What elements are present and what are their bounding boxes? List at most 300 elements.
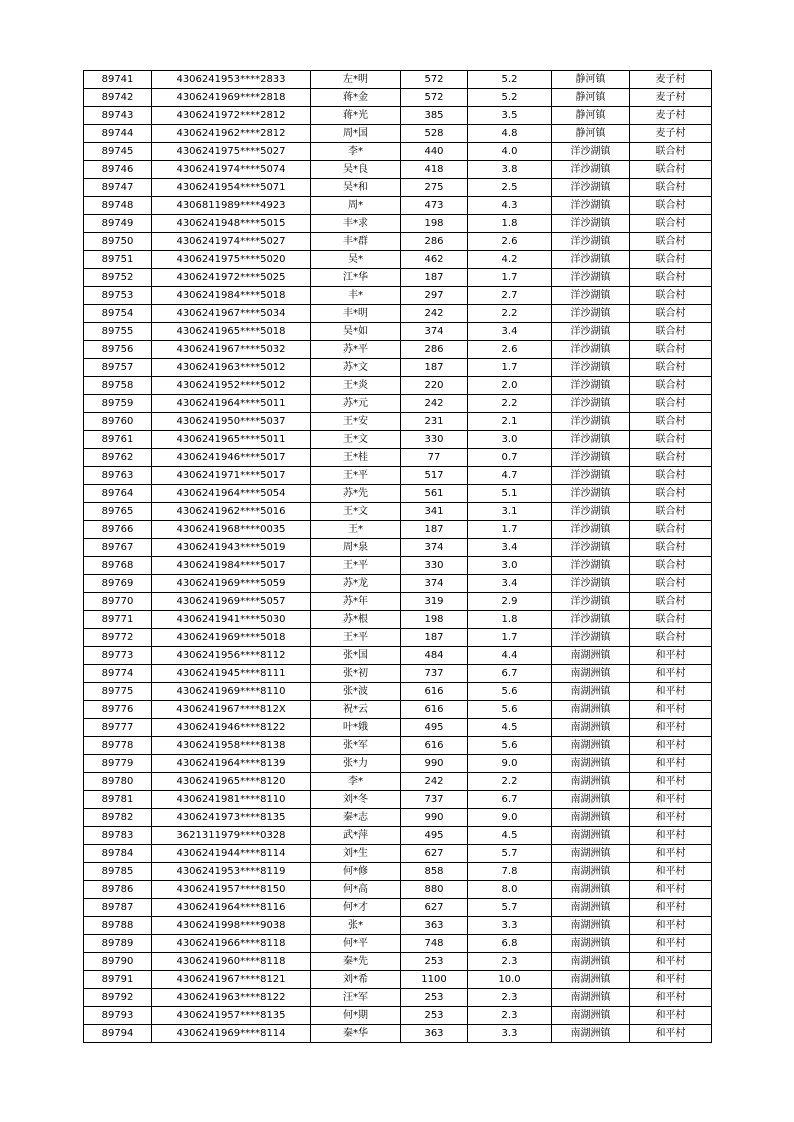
cell-town: 南湖洲镇 (552, 1025, 630, 1043)
cell-amount: 253 (401, 989, 468, 1007)
cell-id-number: 4306241964****8139 (152, 755, 311, 773)
cell-id-number: 4306241956****8112 (152, 647, 311, 665)
cell-seq: 89769 (84, 575, 152, 593)
cell-name: 秦*华 (311, 1025, 401, 1043)
table-row (84, 575, 712, 593)
cell-name: 汪*军 (311, 989, 401, 1007)
cell-rate: 1.7 (468, 269, 552, 287)
cell-name: 张*初 (311, 665, 401, 683)
cell-amount: 363 (401, 917, 468, 935)
cell-amount: 330 (401, 557, 468, 575)
cell-id-number: 4306241944****8114 (152, 845, 311, 863)
cell-town: 洋沙湖镇 (552, 323, 630, 341)
table-row (84, 107, 712, 125)
cell-rate: 3.4 (468, 575, 552, 593)
cell-town: 南湖洲镇 (552, 755, 630, 773)
cell-village: 联合村 (630, 341, 712, 359)
cell-village: 和平村 (630, 827, 712, 845)
cell-name: 张*国 (311, 647, 401, 665)
cell-seq: 89791 (84, 971, 152, 989)
cell-id-number: 4306241965****8120 (152, 773, 311, 791)
cell-id-number: 4306241972****5025 (152, 269, 311, 287)
cell-rate: 4.0 (468, 143, 552, 161)
cell-name: 吴* (311, 251, 401, 269)
cell-name: 武*萍 (311, 827, 401, 845)
cell-village: 联合村 (630, 377, 712, 395)
cell-town: 南湖洲镇 (552, 971, 630, 989)
cell-amount: 627 (401, 899, 468, 917)
cell-id-number: 4306241967****5032 (152, 341, 311, 359)
cell-name: 王*炎 (311, 377, 401, 395)
cell-name: 秦*志 (311, 809, 401, 827)
cell-id-number: 4306241974****5074 (152, 161, 311, 179)
cell-name: 周* (311, 197, 401, 215)
cell-seq: 89776 (84, 701, 152, 719)
cell-amount: 495 (401, 719, 468, 737)
cell-name: 丰*群 (311, 233, 401, 251)
cell-amount: 286 (401, 233, 468, 251)
cell-village: 联合村 (630, 143, 712, 161)
cell-id-number: 4306241964****5054 (152, 485, 311, 503)
cell-name: 何*期 (311, 1007, 401, 1025)
cell-seq: 89793 (84, 1007, 152, 1025)
cell-name: 张*波 (311, 683, 401, 701)
cell-seq: 89784 (84, 845, 152, 863)
cell-town: 南湖洲镇 (552, 845, 630, 863)
table-row (84, 485, 712, 503)
table-row (84, 413, 712, 431)
table-row (84, 1025, 712, 1043)
cell-seq: 89755 (84, 323, 152, 341)
table-row (84, 989, 712, 1007)
cell-town: 南湖洲镇 (552, 827, 630, 845)
table-row (84, 557, 712, 575)
cell-village: 联合村 (630, 629, 712, 647)
cell-village: 和平村 (630, 737, 712, 755)
cell-id-number: 4306241953****2833 (152, 71, 311, 89)
cell-town: 洋沙湖镇 (552, 485, 630, 503)
cell-amount: 198 (401, 611, 468, 629)
cell-seq: 89760 (84, 413, 152, 431)
table-row (84, 395, 712, 413)
cell-seq: 89751 (84, 251, 152, 269)
cell-rate: 4.5 (468, 719, 552, 737)
cell-rate: 5.7 (468, 899, 552, 917)
cell-rate: 3.0 (468, 431, 552, 449)
cell-id-number: 4306241943****5019 (152, 539, 311, 557)
cell-name: 张*力 (311, 755, 401, 773)
cell-seq: 89747 (84, 179, 152, 197)
cell-village: 联合村 (630, 449, 712, 467)
cell-name: 王*平 (311, 467, 401, 485)
cell-name: 苏*根 (311, 611, 401, 629)
cell-name: 王*文 (311, 431, 401, 449)
cell-town: 南湖洲镇 (552, 953, 630, 971)
table-row (84, 449, 712, 467)
cell-town: 洋沙湖镇 (552, 521, 630, 539)
cell-amount: 473 (401, 197, 468, 215)
cell-town: 南湖洲镇 (552, 917, 630, 935)
cell-rate: 2.2 (468, 773, 552, 791)
table-row (84, 503, 712, 521)
cell-name: 何*才 (311, 899, 401, 917)
cell-town: 南湖洲镇 (552, 647, 630, 665)
cell-rate: 4.2 (468, 251, 552, 269)
cell-amount: 616 (401, 737, 468, 755)
cell-name: 丰*求 (311, 215, 401, 233)
table-row (84, 917, 712, 935)
cell-town: 洋沙湖镇 (552, 377, 630, 395)
table-row (84, 431, 712, 449)
cell-town: 静河镇 (552, 107, 630, 125)
cell-village: 麦子村 (630, 125, 712, 143)
cell-name: 叶*娥 (311, 719, 401, 737)
cell-town: 洋沙湖镇 (552, 143, 630, 161)
table-row (84, 881, 712, 899)
cell-name: 何*平 (311, 935, 401, 953)
cell-town: 南湖洲镇 (552, 791, 630, 809)
cell-amount: 286 (401, 341, 468, 359)
cell-rate: 3.4 (468, 323, 552, 341)
cell-rate: 2.3 (468, 1007, 552, 1025)
cell-town: 洋沙湖镇 (552, 413, 630, 431)
cell-amount: 748 (401, 935, 468, 953)
cell-name: 王*平 (311, 557, 401, 575)
cell-rate: 4.8 (468, 125, 552, 143)
cell-rate: 1.7 (468, 629, 552, 647)
table-row (84, 827, 712, 845)
cell-town: 南湖洲镇 (552, 701, 630, 719)
cell-name: 刘*希 (311, 971, 401, 989)
cell-village: 和平村 (630, 1007, 712, 1025)
cell-amount: 319 (401, 593, 468, 611)
cell-id-number: 4306241984****5018 (152, 287, 311, 305)
cell-rate: 1.7 (468, 521, 552, 539)
cell-name: 苏*年 (311, 593, 401, 611)
cell-id-number: 4306811989****4923 (152, 197, 311, 215)
cell-rate: 9.0 (468, 755, 552, 773)
cell-town: 洋沙湖镇 (552, 467, 630, 485)
table-row (84, 197, 712, 215)
cell-seq: 89782 (84, 809, 152, 827)
cell-amount: 231 (401, 413, 468, 431)
table-row (84, 71, 712, 89)
cell-amount: 187 (401, 629, 468, 647)
cell-name: 苏*龙 (311, 575, 401, 593)
cell-village: 和平村 (630, 701, 712, 719)
cell-seq: 89753 (84, 287, 152, 305)
cell-rate: 5.7 (468, 845, 552, 863)
cell-village: 和平村 (630, 881, 712, 899)
cell-seq: 89756 (84, 341, 152, 359)
cell-village: 和平村 (630, 989, 712, 1007)
cell-id-number: 4306241971****5017 (152, 467, 311, 485)
cell-id-number: 4306241948****5015 (152, 215, 311, 233)
table-row (84, 953, 712, 971)
cell-rate: 2.7 (468, 287, 552, 305)
cell-seq: 89764 (84, 485, 152, 503)
cell-name: 李* (311, 773, 401, 791)
cell-seq: 89774 (84, 665, 152, 683)
cell-town: 洋沙湖镇 (552, 593, 630, 611)
cell-name: 苏*平 (311, 341, 401, 359)
cell-village: 和平村 (630, 791, 712, 809)
cell-seq: 89744 (84, 125, 152, 143)
cell-village: 和平村 (630, 935, 712, 953)
cell-id-number: 4306241958****8138 (152, 737, 311, 755)
cell-name: 张*军 (311, 737, 401, 755)
cell-town: 南湖洲镇 (552, 989, 630, 1007)
cell-rate: 2.6 (468, 341, 552, 359)
cell-rate: 3.3 (468, 1025, 552, 1043)
cell-town: 南湖洲镇 (552, 683, 630, 701)
cell-rate: 5.2 (468, 71, 552, 89)
cell-id-number: 4306241967****812X (152, 701, 311, 719)
cell-id-number: 4306241965****5018 (152, 323, 311, 341)
cell-seq: 89779 (84, 755, 152, 773)
table-row (84, 341, 712, 359)
cell-village: 和平村 (630, 953, 712, 971)
cell-id-number: 4306241967****5034 (152, 305, 311, 323)
cell-seq: 89785 (84, 863, 152, 881)
cell-town: 南湖洲镇 (552, 1007, 630, 1025)
cell-village: 联合村 (630, 521, 712, 539)
cell-seq: 89748 (84, 197, 152, 215)
cell-amount: 880 (401, 881, 468, 899)
table-row (84, 305, 712, 323)
table-row (84, 611, 712, 629)
cell-rate: 5.6 (468, 737, 552, 755)
cell-seq: 89766 (84, 521, 152, 539)
cell-village: 联合村 (630, 269, 712, 287)
cell-rate: 8.0 (468, 881, 552, 899)
cell-seq: 89749 (84, 215, 152, 233)
cell-seq: 89792 (84, 989, 152, 1007)
cell-seq: 89754 (84, 305, 152, 323)
cell-name: 左*明 (311, 71, 401, 89)
cell-id-number: 4306241967****8121 (152, 971, 311, 989)
cell-rate: 4.3 (468, 197, 552, 215)
cell-village: 联合村 (630, 503, 712, 521)
cell-id-number: 4306241964****5011 (152, 395, 311, 413)
cell-id-number: 4306241969****5018 (152, 629, 311, 647)
cell-village: 联合村 (630, 359, 712, 377)
cell-town: 洋沙湖镇 (552, 161, 630, 179)
cell-town: 南湖洲镇 (552, 935, 630, 953)
cell-town: 洋沙湖镇 (552, 395, 630, 413)
cell-town: 洋沙湖镇 (552, 629, 630, 647)
cell-rate: 3.8 (468, 161, 552, 179)
cell-name: 刘*冬 (311, 791, 401, 809)
cell-id-number: 4306241973****8135 (152, 809, 311, 827)
cell-village: 联合村 (630, 413, 712, 431)
table-row (84, 737, 712, 755)
cell-town: 洋沙湖镇 (552, 197, 630, 215)
cell-id-number: 4306241969****5057 (152, 593, 311, 611)
cell-amount: 484 (401, 647, 468, 665)
cell-name: 吴*如 (311, 323, 401, 341)
cell-rate: 3.3 (468, 917, 552, 935)
cell-id-number: 4306241962****5016 (152, 503, 311, 521)
cell-town: 静河镇 (552, 125, 630, 143)
cell-amount: 517 (401, 467, 468, 485)
cell-amount: 1100 (401, 971, 468, 989)
table-row (84, 755, 712, 773)
cell-town: 洋沙湖镇 (552, 431, 630, 449)
cell-id-number: 4306241963****8122 (152, 989, 311, 1007)
cell-amount: 572 (401, 71, 468, 89)
cell-town: 洋沙湖镇 (552, 233, 630, 251)
cell-amount: 462 (401, 251, 468, 269)
cell-rate: 2.6 (468, 233, 552, 251)
cell-amount: 341 (401, 503, 468, 521)
cell-amount: 220 (401, 377, 468, 395)
cell-amount: 275 (401, 179, 468, 197)
table-row (84, 971, 712, 989)
cell-town: 南湖洲镇 (552, 809, 630, 827)
cell-id-number: 4306241954****5071 (152, 179, 311, 197)
cell-name: 王*安 (311, 413, 401, 431)
cell-amount: 440 (401, 143, 468, 161)
cell-village: 联合村 (630, 161, 712, 179)
table-row (84, 899, 712, 917)
cell-amount: 198 (401, 215, 468, 233)
cell-id-number: 3621311979****0328 (152, 827, 311, 845)
cell-rate: 5.1 (468, 485, 552, 503)
cell-name: 吴*和 (311, 179, 401, 197)
beneficiary-table (83, 70, 712, 1043)
cell-seq: 89790 (84, 953, 152, 971)
cell-id-number: 4306241966****8118 (152, 935, 311, 953)
cell-seq: 89742 (84, 89, 152, 107)
cell-town: 洋沙湖镇 (552, 557, 630, 575)
cell-village: 和平村 (630, 917, 712, 935)
cell-town: 南湖洲镇 (552, 665, 630, 683)
cell-rate: 6.7 (468, 665, 552, 683)
cell-amount: 572 (401, 89, 468, 107)
cell-name: 苏*文 (311, 359, 401, 377)
table-row (84, 773, 712, 791)
cell-name: 刘*生 (311, 845, 401, 863)
cell-town: 洋沙湖镇 (552, 611, 630, 629)
cell-id-number: 4306241946****8122 (152, 719, 311, 737)
cell-seq: 89775 (84, 683, 152, 701)
cell-amount: 330 (401, 431, 468, 449)
table-row (84, 179, 712, 197)
cell-name: 蒋*金 (311, 89, 401, 107)
table-row (84, 251, 712, 269)
table-row (84, 809, 712, 827)
cell-rate: 0.7 (468, 449, 552, 467)
cell-amount: 385 (401, 107, 468, 125)
cell-seq: 89743 (84, 107, 152, 125)
cell-id-number: 4306241984****5017 (152, 557, 311, 575)
cell-town: 南湖洲镇 (552, 773, 630, 791)
cell-rate: 2.0 (468, 377, 552, 395)
cell-rate: 7.8 (468, 863, 552, 881)
cell-rate: 3.5 (468, 107, 552, 125)
cell-seq: 89759 (84, 395, 152, 413)
cell-village: 联合村 (630, 305, 712, 323)
cell-id-number: 4306241946****5017 (152, 449, 311, 467)
cell-amount: 242 (401, 395, 468, 413)
cell-rate: 2.2 (468, 305, 552, 323)
cell-name: 江*华 (311, 269, 401, 287)
cell-town: 洋沙湖镇 (552, 251, 630, 269)
cell-amount: 374 (401, 539, 468, 557)
cell-amount: 990 (401, 809, 468, 827)
cell-amount: 77 (401, 449, 468, 467)
cell-id-number: 4306241952****5012 (152, 377, 311, 395)
cell-village: 联合村 (630, 431, 712, 449)
cell-seq: 89767 (84, 539, 152, 557)
cell-id-number: 4306241968****0035 (152, 521, 311, 539)
cell-name: 张* (311, 917, 401, 935)
cell-village: 和平村 (630, 863, 712, 881)
cell-village: 联合村 (630, 251, 712, 269)
table-row (84, 233, 712, 251)
cell-town: 南湖洲镇 (552, 899, 630, 917)
table-row (84, 863, 712, 881)
cell-seq: 89761 (84, 431, 152, 449)
cell-amount: 737 (401, 665, 468, 683)
cell-name: 周*国 (311, 125, 401, 143)
table-row (84, 161, 712, 179)
table-row (84, 377, 712, 395)
cell-seq: 89745 (84, 143, 152, 161)
cell-id-number: 4306241969****5059 (152, 575, 311, 593)
table-row (84, 521, 712, 539)
cell-name: 蒋*光 (311, 107, 401, 125)
cell-seq: 89757 (84, 359, 152, 377)
cell-name: 周*泉 (311, 539, 401, 557)
cell-seq: 89771 (84, 611, 152, 629)
cell-seq: 89786 (84, 881, 152, 899)
cell-id-number: 4306241969****8114 (152, 1025, 311, 1043)
table-row (84, 539, 712, 557)
cell-village: 联合村 (630, 395, 712, 413)
cell-village: 和平村 (630, 665, 712, 683)
cell-rate: 9.0 (468, 809, 552, 827)
cell-seq: 89783 (84, 827, 152, 845)
cell-seq: 89770 (84, 593, 152, 611)
cell-village: 联合村 (630, 539, 712, 557)
cell-seq: 89772 (84, 629, 152, 647)
cell-id-number: 4306241957****8150 (152, 881, 311, 899)
cell-seq: 89787 (84, 899, 152, 917)
cell-amount: 737 (401, 791, 468, 809)
cell-name: 王*平 (311, 629, 401, 647)
table-row (84, 791, 712, 809)
cell-town: 南湖洲镇 (552, 863, 630, 881)
table-row (84, 143, 712, 161)
cell-name: 丰* (311, 287, 401, 305)
cell-id-number: 4306241960****8118 (152, 953, 311, 971)
cell-id-number: 4306241969****2818 (152, 89, 311, 107)
cell-village: 联合村 (630, 179, 712, 197)
table-row (84, 701, 712, 719)
cell-town: 洋沙湖镇 (552, 287, 630, 305)
cell-id-number: 4306241962****2812 (152, 125, 311, 143)
cell-rate: 10.0 (468, 971, 552, 989)
cell-id-number: 4306241950****5037 (152, 413, 311, 431)
cell-amount: 374 (401, 575, 468, 593)
cell-village: 联合村 (630, 197, 712, 215)
cell-id-number: 4306241957****8135 (152, 1007, 311, 1025)
table-row (84, 125, 712, 143)
cell-seq: 89762 (84, 449, 152, 467)
cell-rate: 3.1 (468, 503, 552, 521)
